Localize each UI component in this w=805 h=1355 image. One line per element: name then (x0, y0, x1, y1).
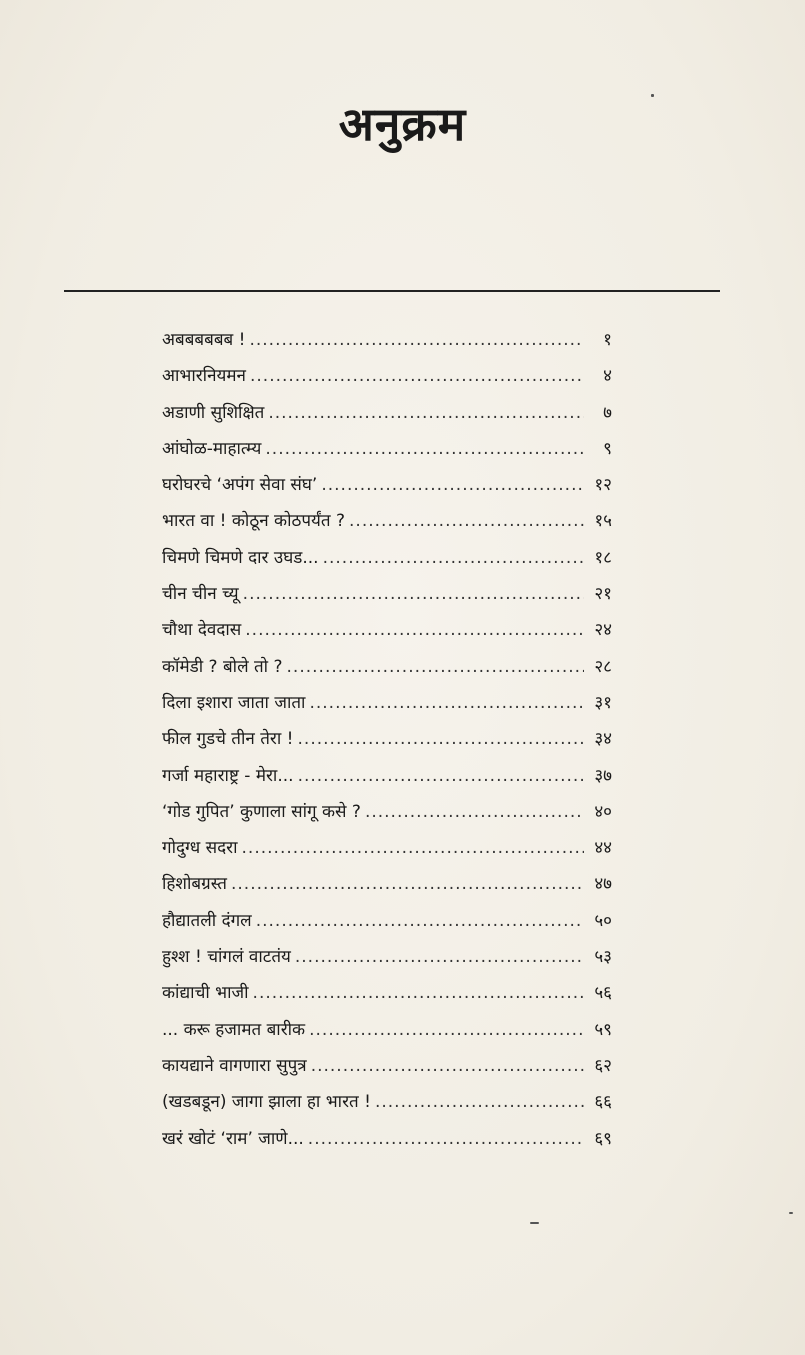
toc-entry (162, 721, 612, 757)
toc-entry-page: ४४ (594, 838, 612, 859)
toc-entry-title: आभारनियमन (162, 366, 246, 387)
paper-speck (789, 1212, 793, 1214)
toc-entry (162, 830, 612, 866)
toc-entry-page: ५० (594, 910, 612, 931)
toc-entry (162, 649, 612, 685)
dot-leader (298, 721, 584, 757)
toc-entry (162, 903, 612, 939)
toc-entry-title: हौद्यातली दंगल (162, 910, 252, 931)
toc-entry-title: दिला इशारा जाता जाता (162, 692, 306, 713)
toc-entry-page: ९ (603, 438, 612, 459)
dot-leader (321, 467, 584, 503)
paper-speck (530, 1222, 539, 1224)
dot-leader (287, 649, 584, 685)
toc-entry-page: ४० (594, 801, 612, 822)
title-divider (64, 290, 720, 292)
toc-entry (162, 395, 612, 431)
dot-leader (309, 685, 584, 721)
toc-entry-title: अडाणी सुशिक्षित (162, 402, 265, 423)
toc-entry-title: हिशोबग्रस्त (162, 874, 227, 895)
toc-entry (162, 1084, 612, 1120)
dot-leader (249, 322, 584, 358)
toc-entry-page: २८ (594, 656, 612, 677)
dot-leader (265, 431, 584, 467)
dot-leader (245, 612, 584, 648)
paper-speck (651, 94, 654, 97)
toc-entry-page: ३४ (594, 729, 612, 750)
page-title: अनुक्रम (338, 97, 467, 151)
dot-leader (323, 540, 584, 576)
dot-leader (253, 975, 584, 1011)
toc-entry (162, 540, 612, 576)
toc-entry (162, 1121, 612, 1157)
toc-entry-page: ३१ (594, 692, 612, 713)
dot-leader (242, 830, 584, 866)
toc-entry-title: खरं खोटं ‘राम’ जाणे... (162, 1128, 304, 1149)
dot-leader (365, 794, 584, 830)
dot-leader (295, 939, 584, 975)
toc-entry-page: ६६ (594, 1092, 612, 1113)
toc-entry (162, 612, 612, 648)
toc-entry-page: ६९ (594, 1128, 612, 1149)
toc-entry-title: ... करू हजामत बारीक (162, 1019, 306, 1040)
toc-entry-title: घरोघरचे ‘अपंग सेवा संघ’ (162, 475, 318, 496)
dot-leader (349, 503, 584, 539)
toc-entry-page: ७ (603, 402, 612, 423)
toc-entry (162, 685, 612, 721)
dot-leader (243, 576, 584, 612)
toc-entry-title: गर्जा महाराष्ट्र - मेरा... (162, 765, 294, 786)
toc-entry-title: चीन चीन च्यू (162, 584, 239, 605)
toc-entry (162, 1048, 612, 1084)
toc-entry-page: १ (603, 330, 612, 350)
toc-entry-page: १८ (594, 547, 612, 568)
toc-entry (162, 431, 612, 467)
toc-entry-page: ५६ (594, 983, 612, 1004)
toc-entry-page: २४ (594, 620, 612, 641)
dot-leader (231, 866, 584, 902)
toc-entry (162, 467, 612, 503)
toc-entry-title: कांद्याची भाजी (162, 983, 249, 1004)
toc-entry-title: (खडबडून) जागा झाला हा भारत ! (162, 1092, 371, 1113)
toc-entry-page: १५ (594, 511, 612, 532)
toc-entry-page: ५९ (594, 1019, 612, 1040)
dot-leader (308, 1121, 584, 1157)
toc-entry (162, 576, 612, 612)
toc-entry-page: १२ (594, 475, 612, 496)
toc-entry-page: ३७ (594, 765, 612, 786)
toc-entry-page: ५३ (594, 947, 612, 968)
toc-entry-title: कायद्याने वागणारा सुपुत्र (162, 1055, 307, 1076)
toc-entry (162, 503, 612, 539)
toc-entry (162, 322, 612, 358)
dot-leader (250, 358, 584, 394)
toc-entry-page: २१ (594, 584, 612, 605)
toc-entry-page: ४ (603, 366, 612, 387)
toc-entry (162, 975, 612, 1011)
dot-leader (375, 1084, 584, 1120)
toc-entry-title: फील गुडचे तीन तेरा ! (162, 729, 294, 750)
toc-entry-title: चिमणे चिमणे दार उघड... (162, 547, 319, 568)
toc-entry-title: भारत वा ! कोठून कोठपर्यंत ? (162, 511, 346, 532)
toc-entry (162, 358, 612, 394)
toc-entry-title: हुश्श ! चांगलं वाटतंय (162, 947, 291, 968)
toc-entry (162, 794, 612, 830)
toc-entry-page: ४७ (594, 874, 612, 895)
dot-leader (309, 1012, 584, 1048)
toc-entry (162, 939, 612, 975)
dot-leader (311, 1048, 584, 1084)
toc-entry-page: ६२ (594, 1055, 612, 1076)
toc-entry-title: गोदुग्ध सदरा (162, 838, 238, 859)
toc-entry-title: ‘गोड गुपित’ कुणाला सांगू कसे ? (162, 801, 361, 822)
toc-entry-title: आंघोळ-माहात्म्य (162, 438, 262, 459)
toc-entry-title: कॉमेडी ? बोले तो ? (162, 656, 283, 677)
toc-entry-title: अबबबबबब ! (162, 330, 246, 350)
toc-entry (162, 758, 612, 794)
dot-leader (268, 395, 584, 431)
toc-entry (162, 866, 612, 902)
table-of-contents (162, 322, 612, 1157)
dot-leader (256, 903, 584, 939)
dot-leader (298, 758, 584, 794)
toc-entry (162, 1012, 612, 1048)
toc-entry-title: चौथा देवदास (162, 620, 242, 641)
